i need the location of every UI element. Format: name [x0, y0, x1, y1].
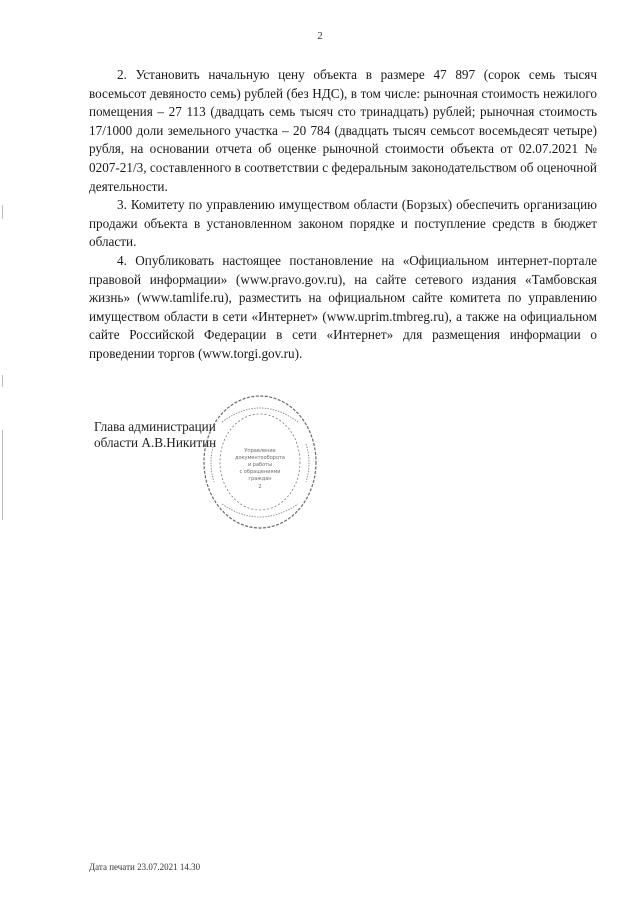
paragraph-publication: 4. Опубликовать настоящее постановление на «Официальном интернет-портале правовой информации» (www.pravo.gov.ru), на сайте сетевого издания «Тамбовская жизнь» (www.tamlife.ru), разместить на официальном сайте комитета по управлению имуществом области в сети «Интернет» (www.uprim.tmbreg.ru), а также на официальном сайте Российской Федерации в сети «Интернет» для размещения информации о проведении торгов (www.torgi.gov.ru). — [89, 252, 597, 361]
stamp-line-5: граждан — [248, 476, 272, 482]
margin-scan-mark — [2, 430, 3, 520]
margin-scan-mark — [2, 375, 3, 387]
print-date: Дата печати 23.07.2021 14.30 — [89, 862, 201, 872]
stamp-line-3: и работы — [247, 462, 273, 468]
official-stamp — [200, 392, 320, 532]
stamp-number: 2 — [258, 484, 262, 490]
signature-title: Глава администрации — [94, 419, 216, 434]
margin-scan-mark — [2, 205, 3, 219]
paragraph-committee: 3. Комитету по управлению имуществом области (Борзых) обеспечить организацию продажи объекта в установленном законом порядке и поступление средств в бюджет области. — [89, 197, 597, 250]
document-body — [89, 66, 597, 364]
signature-block — [94, 419, 216, 451]
paragraph-price: 2. Установить начальную цену объекта в размере 47 897 (сорок семь тысяч восемьсот девяносто семь) рублей (без НДС), в том числе: рыночная стоимость нежилого помещения – 27 113 (двадцать семь тысяч сто тринадцать) рублей; рыночная стоимость 17/1000 доли земельного участка – 20 784 (двадцать тысяч семьсот восемьдесят четыре) рубля, на основании отчета об оценке рыночной стоимости объекта от 02.07.2021 № 0207-21/3, составленного в соответствии с федеральным законодательством об оценочной деятельности. — [89, 67, 597, 194]
page-number: 2 — [317, 30, 323, 42]
signature-name: области А.В.Никитин — [94, 435, 217, 450]
stamp-line-4: с обращениями — [239, 469, 281, 475]
stamp-line-1: Управление — [244, 448, 276, 454]
stamp-line-2: документооборота — [235, 455, 285, 461]
